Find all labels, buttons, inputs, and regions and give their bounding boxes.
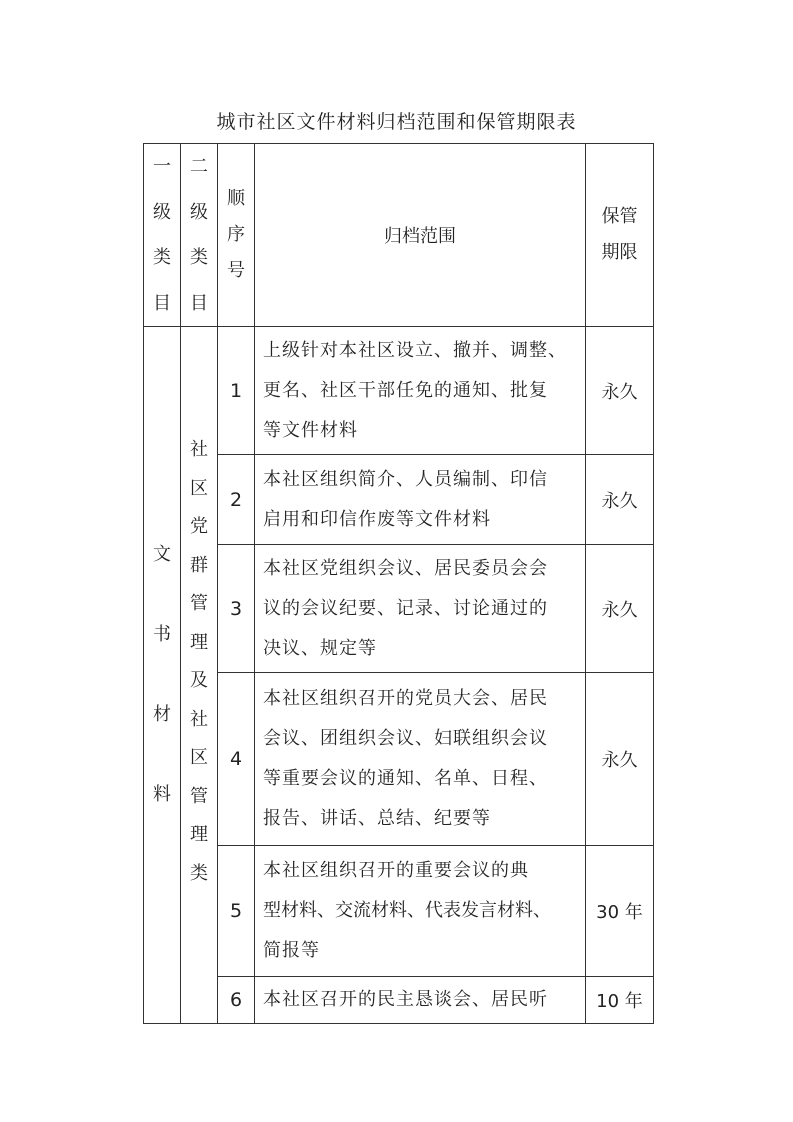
table-row — [144, 545, 654, 673]
table-header-row — [144, 144, 654, 327]
page-title: 城市社区文件材料归档范围和保管期限表 — [216, 111, 577, 133]
row-number: 2 — [218, 455, 255, 545]
table-row — [144, 327, 654, 455]
header-level2-char: 类 — [190, 247, 208, 268]
level2-category-char: 区 — [190, 477, 208, 499]
scope-line: 本社区召开的民主恳谈会、居民听 — [263, 989, 548, 1010]
scope-line: 本社区组织召开的党员大会、居民 — [263, 688, 548, 709]
level2-category-char: 类 — [190, 862, 208, 884]
table-row — [144, 455, 654, 545]
header-level2-char: 级 — [190, 201, 208, 223]
scope-line: 更名、社区干部任免的通知、批复 — [263, 379, 548, 401]
header-seq-char: 序 — [227, 224, 245, 245]
scope-line: 启用和印信作废等文件材料 — [263, 508, 491, 530]
level2-category-char: 及 — [190, 670, 208, 691]
scope-line: 等重要会议的通知、名单、日程、 — [263, 768, 548, 789]
row-period: 10 年 — [586, 977, 654, 1024]
header-seq — [218, 144, 255, 327]
row-number: 3 — [218, 545, 255, 673]
level1-category-char: 料 — [153, 784, 171, 805]
row-period: 永久 — [586, 327, 654, 455]
header-seq-char: 号 — [227, 260, 245, 281]
header-period — [586, 144, 654, 327]
row-scope — [255, 545, 586, 673]
scope-line: 本社区组织召开的重要会议的典 — [263, 860, 529, 881]
level1-category-char: 材 — [153, 704, 171, 725]
level2-category-cell — [181, 327, 218, 1024]
level2-category-char: 社 — [190, 708, 208, 730]
level1-category-cell — [144, 327, 181, 1024]
row-number: 4 — [218, 673, 255, 846]
level2-category-char: 理 — [190, 631, 208, 653]
scope-line: 简报等 — [263, 940, 320, 961]
table-row — [144, 673, 654, 846]
row-period: 永久 — [586, 545, 654, 673]
level2-category-char: 管 — [190, 785, 208, 807]
archive-table — [143, 143, 654, 1024]
scope-line: 型材料、交流材料、代表发言材料、 — [263, 900, 551, 921]
table-row — [144, 977, 654, 1024]
row-period: 30 年 — [586, 846, 654, 977]
header-seq-char: 顺 — [227, 188, 245, 209]
header-level2 — [181, 144, 218, 327]
header-level1-char: 一 — [153, 156, 171, 177]
row-scope — [255, 455, 586, 545]
row-number: 1 — [218, 327, 255, 455]
row-number: 6 — [218, 977, 255, 1024]
scope-line: 本社区组织简介、人员编制、印信 — [263, 468, 548, 490]
row-scope — [255, 327, 586, 455]
scope-line: 本社区党组织会议、居民委员会会 — [263, 557, 548, 579]
scope-line: 上级针对本社区设立、撤并、调整、 — [263, 339, 567, 361]
level2-category-char: 社 — [190, 439, 208, 460]
scope-line: 报告、讲话、总结、纪要等 — [263, 808, 491, 829]
scope-line: 会议、团组织会议、妇联组织会议 — [263, 728, 548, 749]
header-level1 — [144, 144, 181, 327]
header-level1-char: 目 — [153, 292, 171, 314]
header-level1-char: 级 — [153, 201, 171, 223]
row-scope — [255, 673, 586, 846]
level2-category-char: 党 — [190, 516, 208, 537]
row-scope — [255, 977, 586, 1024]
scope-line: 决议、规定等 — [263, 637, 377, 659]
row-number: 5 — [218, 846, 255, 977]
header-period-line: 期限 — [601, 242, 638, 263]
header-level1-char: 类 — [153, 247, 171, 268]
header-level2-char: 目 — [190, 292, 208, 314]
row-period: 永久 — [586, 673, 654, 846]
row-scope — [255, 846, 586, 977]
level1-category-char: 文 — [153, 544, 171, 565]
row-period: 永久 — [586, 455, 654, 545]
level2-category-char: 理 — [190, 824, 208, 845]
level2-category-char: 区 — [190, 747, 208, 768]
level2-category-char: 管 — [190, 593, 208, 614]
scope-line: 等文件材料 — [263, 419, 358, 441]
level2-category-char: 群 — [190, 554, 208, 576]
header-level2-char: 二 — [190, 156, 208, 177]
table-row — [144, 846, 654, 977]
scope-line: 议的会议纪要、记录、讨论通过的 — [263, 597, 548, 619]
header-period-line: 保管 — [601, 206, 638, 227]
header-scope: 归档范围 — [255, 144, 586, 327]
level1-category-char: 书 — [153, 624, 171, 645]
